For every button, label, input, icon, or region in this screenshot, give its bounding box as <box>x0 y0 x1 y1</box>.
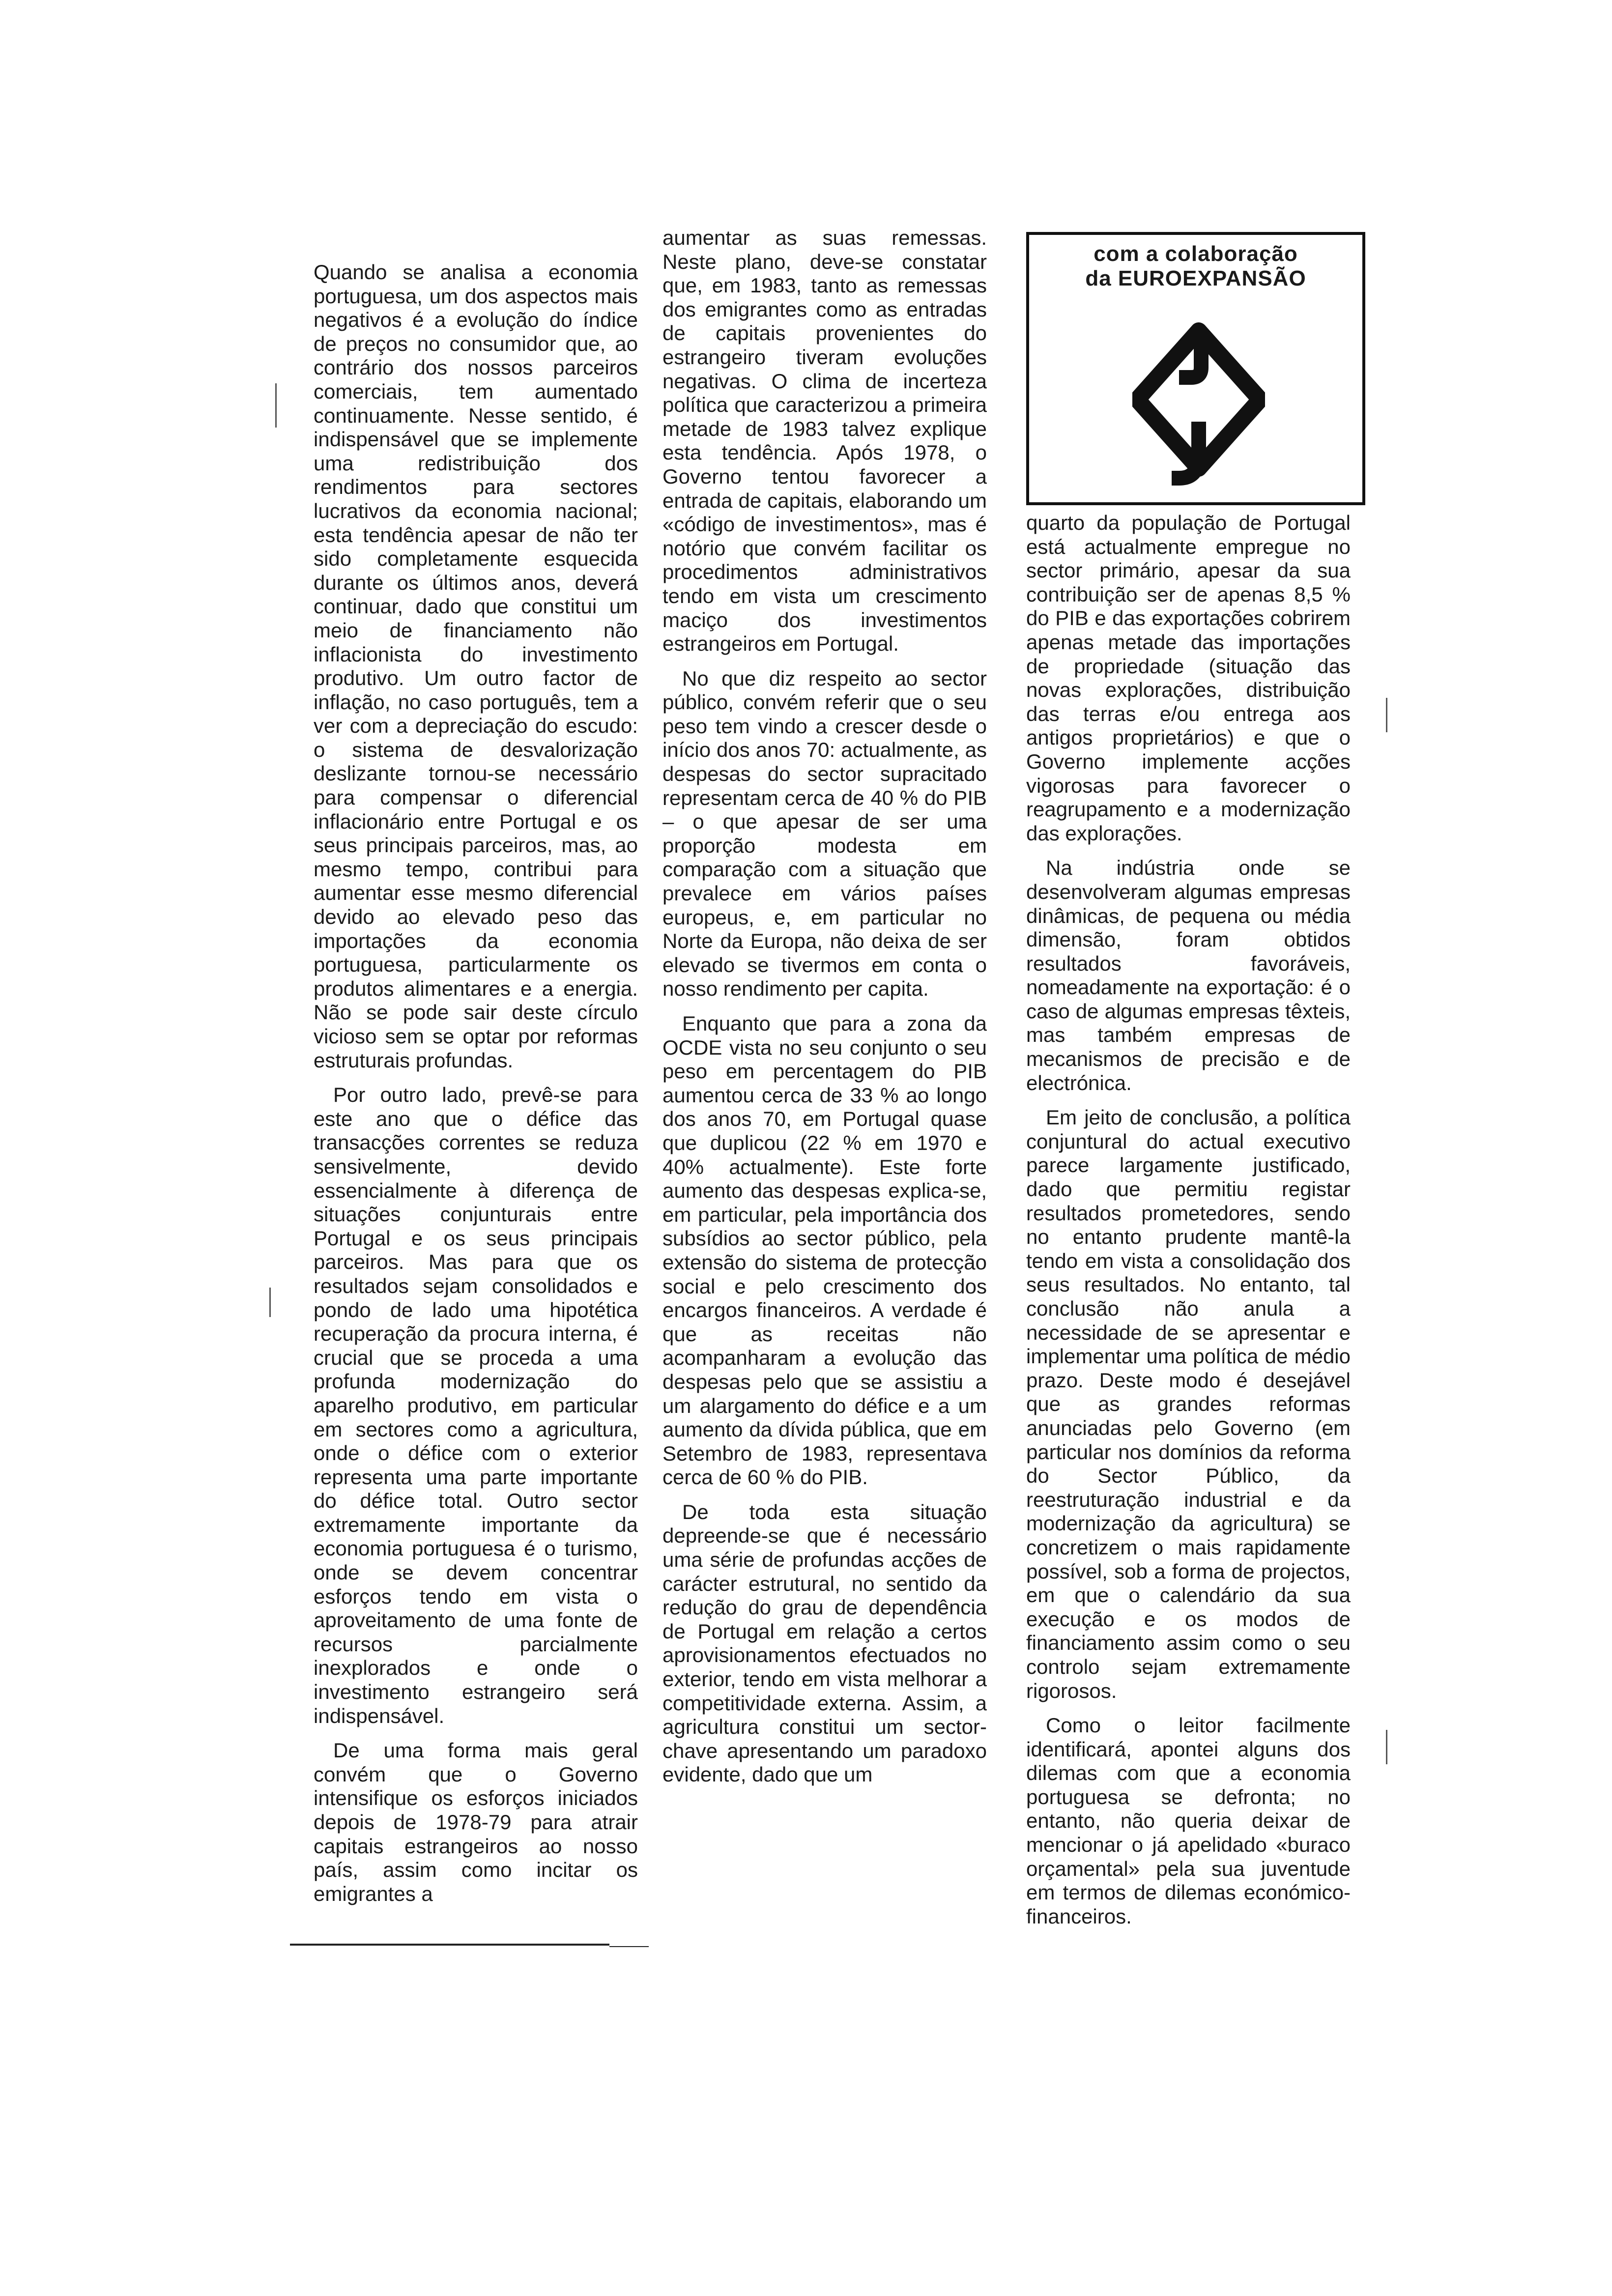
euroexpansao-logo-icon <box>1132 309 1265 490</box>
margin-mark <box>275 383 277 428</box>
paragraph: aumentar as suas remessas. Neste plano, deve-se constatar que, em 1983, tanto as remessas dos emigrantes como as entradas de capitais provenientes do estrangeiro tiveram evoluções negativas. O clima de incerteza política que caracterizou a primeira metade de 1983 talvez explique esta tendência. Após 1978, o Governo tentou favorecer a entrada de capitais, elaborando um «código de investimentos», mas é notório que convém facilitar os procedimentos administrativos tendo em vista um crescimento maciço dos investimentos estrangeiros em Portugal. <box>662 226 987 656</box>
logo-caption-line-2: da EUROEXPANSÃO <box>1085 266 1306 290</box>
paragraph: De uma forma mais geral convém que o Governo intensifique os esforços iniciados depois de 1978-79 para atrair capitais estrangeiros ao nosso país, assim como incitar os emigrantes a <box>314 1739 638 1905</box>
paragraph: Em jeito de conclusão, a política conjuntural do actual executivo parece largamente justificado, dado que permitiu registar resultados prometedores, sendo no entanto prudente mantê-la tendo em vista a consolidação dos seus resultados. No entanto, tal conclusão não anula a necessidade de se apresentar e implementar uma política de médio prazo. Deste modo é desejável que as grandes reformas anunciadas pelo Governo (em particular nos domínios da reforma do Sector Público, da reestruturação industrial e da modernização da agricultura) se concretizem o mais rapidamente possível, sob a forma de projectos, em que o calendário da sua execução e os modos de financiamento assim como o seu controlo sejam extremamente rigorosos. <box>1026 1106 1351 1702</box>
paragraph: Por outro lado, prevê-se para este ano que o défice das transacções correntes se reduza sensivelmente, devido essencialmente à diferença de situações conjunturais entre Portugal e os seus principais parceiros. Mas para que os resultados sejam consolidados e pondo de lado uma hipotética recuperação da procura interna, é crucial que se proceda a uma profunda modernização do aparelho produtivo, em particular em sectores como a agricultura, onde o défice com o exterior representa uma parte importante do défice total. Outro sector extremamente importante da economia portuguesa é o turismo, onde se devem concentrar esforços tendo em vista o aproveitamento de uma fonte de recursos parcialmente inexplorados e onde o investimento estrangeiro será indispensável. <box>314 1083 638 1727</box>
article-column-3 <box>1026 511 1351 1939</box>
article-column-1 <box>314 260 638 1917</box>
margin-mark <box>1386 698 1387 732</box>
margin-mark <box>269 1288 271 1317</box>
bottom-rule <box>290 1944 609 1946</box>
margin-mark <box>1386 1730 1387 1764</box>
logo-caption <box>1029 242 1362 291</box>
paragraph: No que diz respeito ao sector público, convém referir que o seu peso tem vindo a crescer desde o início dos anos 70: actualmente, as despesas do sector supracitado representam cerca de 40 % do PIB – o que apesar de ser uma proporção modesta em comparação com a situação que prevalece em vários países europeus, e, em particular no Norte da Europa, não deixa de ser elevado se tivermos em conta o nosso rendimento per capita. <box>662 666 987 1001</box>
paragraph: Na indústria onde se desenvolveram algumas empresas dinâmicas, de pequena ou média dimensão, foram obtidos resultados favoráveis, nomeadamente na exportação: é o caso de algumas empresas têxteis, mas também empresas de mecanismos de precisão e de electrónica. <box>1026 856 1351 1094</box>
article-column-2 <box>662 226 987 1798</box>
paragraph: De toda esta situação depreende-se que é necessário uma série de profundas acções de carácter estrutural, no sentido da redução do grau de dependência de Portugal em relação a certos aprovisionamentos efectuados no exterior, tendo em vista melhorar a competitividade externa. Assim, a agricultura constitui um sector-chave apresentando um paradoxo evidente, dado que um <box>662 1500 987 1786</box>
euroexpansao-logo-box <box>1026 232 1365 505</box>
logo-caption-line-1: com a colaboração <box>1094 242 1298 266</box>
paragraph: Enquanto que para a zona da OCDE vista no seu conjunto o seu peso em percentagem do PIB aumentou cerca de 33 % ao longo dos anos 70, em Portugal quase que duplicou (22 % em 1970 e 40% actualmente). Este forte aumento das despesas explica-se, em particular, pela importância dos subsídios ao sector público, pela extensão do sistema de protecção social e pelo crescimento dos encargos financeiros. A verdade é que as receitas não acompanharam a evolução das despesas pelo que se assistiu a um alargamento do défice e a um aumento da dívida pública, que em Setembro de 1983, representava cerca de 60 % do PIB. <box>662 1012 987 1489</box>
paragraph: quarto da população de Portugal está actualmente empregue no sector primário, apesar da sua contribuição ser de apenas 8,5 % do PIB e das exportações cobrirem apenas metade das importações de propriedade (situação das novas explorações, distribuição das terras e/ou entrega aos antigos proprietários) e que o Governo implemente acções vigorosas para favorecer o reagrupamento e a modernização das explorações. <box>1026 511 1351 845</box>
bottom-rule-short <box>609 1946 649 1947</box>
paragraph: Como o leitor facilmente identificará, apontei alguns dos dilemas com que a economia portuguesa se defronta; no entanto, não queria deixar de mencionar o já apelidado «buraco orçamental» pela sua juventude em termos de dilemas económico-financeiros. <box>1026 1714 1351 1928</box>
paragraph: Quando se analisa a economia portuguesa, um dos aspectos mais negativos é a evolução do índice de preços no consumidor que, ao contrário dos nossos parceiros comerciais, tem aumentado continuamente. Nesse sentido, é indispensável que se implemente uma redistribuição dos rendimentos para sectores lucrativos da economia nacional; esta tendência apesar de não ter sido completamente esquecida durante os últimos anos, deverá continuar, dado que constitui um meio de financiamento não inflacionista do investimento produtivo. Um outro factor de inflação, no caso português, tem a ver com a depreciação do escudo: o sistema de desvalorização deslizante tornou-se necessário para compensar o diferencial inflacionário entre Portugal e os seus principais parceiros, mas, ao mesmo tempo, contribui para aumentar esse mesmo diferencial devido ao elevado peso das importações da economia portuguesa, particularmente os produtos alimentares e a energia. Não se pode sair deste círculo vicioso sem se optar por reformas estruturais profundas. <box>314 260 638 1072</box>
